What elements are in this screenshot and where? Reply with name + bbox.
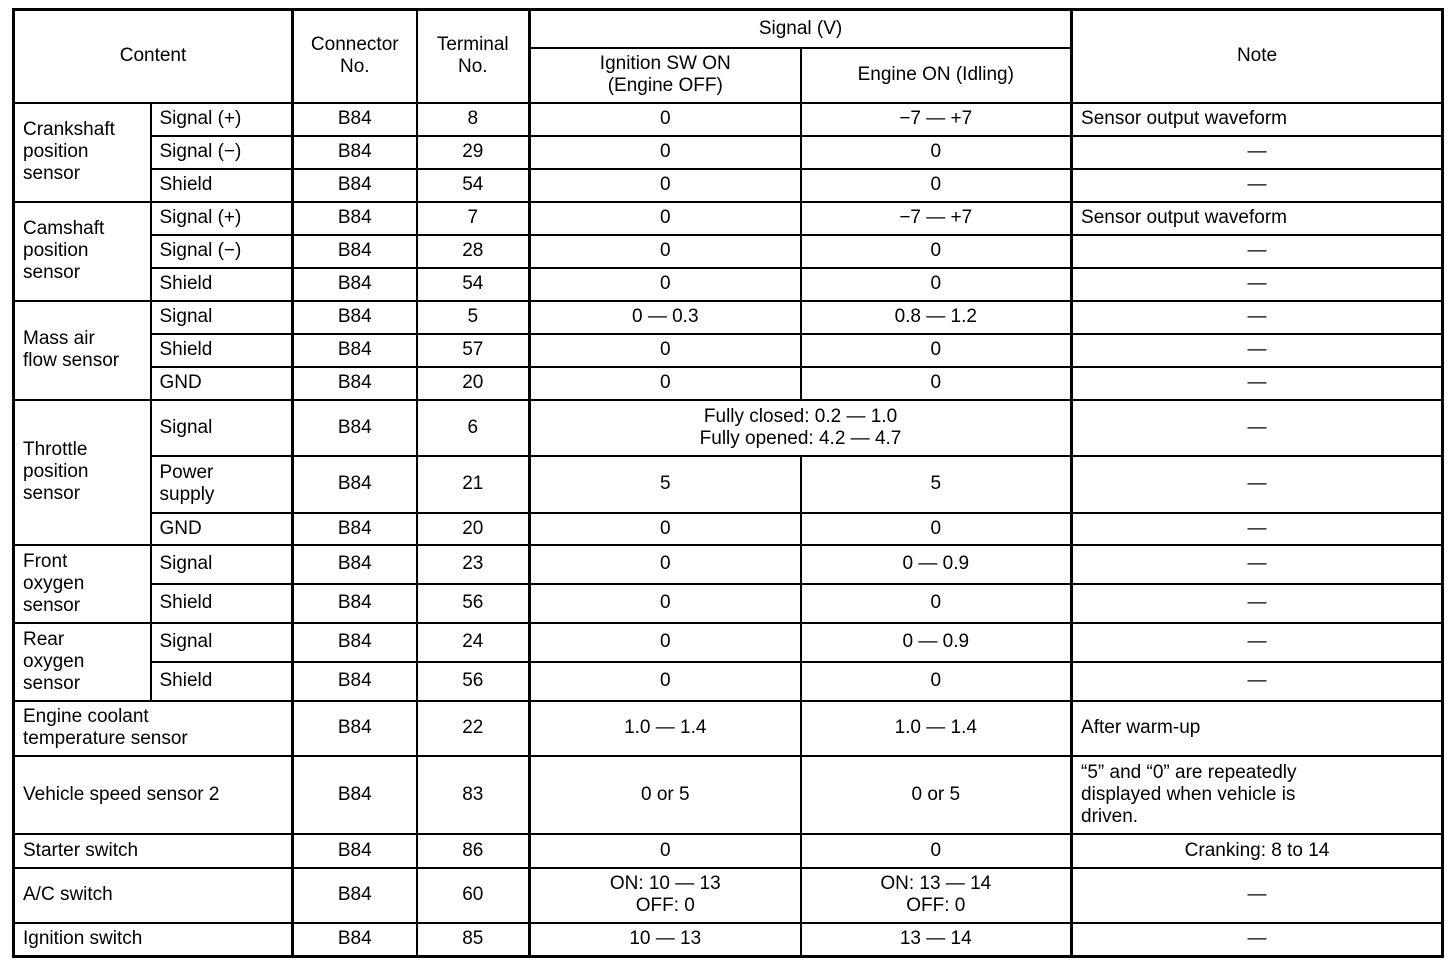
signal-item: Shield bbox=[151, 169, 293, 202]
note-cell: — bbox=[1072, 136, 1443, 169]
terminal-cell: 57 bbox=[417, 334, 530, 367]
header-content: Content bbox=[14, 10, 293, 103]
connector-cell: B84 bbox=[293, 169, 417, 202]
signal-item: Signal bbox=[151, 400, 293, 456]
terminal-cell: 54 bbox=[417, 268, 530, 301]
note-cell: — bbox=[1072, 400, 1443, 456]
terminal-cell: 28 bbox=[417, 235, 530, 268]
ignition-on-value: 0 bbox=[530, 834, 801, 868]
ignition-on-value: 5 bbox=[530, 456, 801, 513]
signal-item: Shield bbox=[151, 334, 293, 367]
signal-item: Signal bbox=[151, 301, 293, 334]
note-cell: — bbox=[1072, 623, 1443, 662]
connector-cell: B84 bbox=[293, 367, 417, 400]
connector-cell: B84 bbox=[293, 202, 417, 235]
connector-cell: B84 bbox=[293, 103, 417, 136]
note-cell: Sensor output waveform bbox=[1072, 103, 1443, 136]
table-row bbox=[14, 545, 1443, 584]
ignition-on-value: 0 bbox=[530, 136, 801, 169]
engine-on-value: 0 bbox=[801, 513, 1072, 545]
terminal-cell: 24 bbox=[417, 623, 530, 662]
engine-on-value: −7 — +7 bbox=[801, 103, 1072, 136]
sensor-name: A/C switch bbox=[14, 868, 293, 923]
ignition-on-value: ON: 10 — 13 OFF: 0 bbox=[530, 868, 801, 923]
signal-item: Power supply bbox=[151, 456, 293, 513]
note-cell: — bbox=[1072, 513, 1443, 545]
table-row bbox=[14, 169, 1443, 202]
connector-cell: B84 bbox=[293, 513, 417, 545]
connector-cell: B84 bbox=[293, 235, 417, 268]
table-row bbox=[14, 136, 1443, 169]
terminal-cell: 56 bbox=[417, 662, 530, 701]
table-row bbox=[14, 202, 1443, 235]
ignition-on-value: 1.0 — 1.4 bbox=[530, 701, 801, 756]
sensor-group-name: Rear oxygen sensor bbox=[14, 623, 151, 701]
connector-cell: B84 bbox=[293, 584, 417, 623]
engine-on-value: 13 — 14 bbox=[801, 923, 1072, 957]
note-cell: Cranking: 8 to 14 bbox=[1072, 834, 1443, 868]
table-header bbox=[14, 10, 1443, 103]
terminal-cell: 7 bbox=[417, 202, 530, 235]
connector-cell: B84 bbox=[293, 923, 417, 957]
engine-on-value: ON: 13 — 14 OFF: 0 bbox=[801, 868, 1072, 923]
signal-item: Signal bbox=[151, 623, 293, 662]
table-row bbox=[14, 513, 1443, 545]
table-row bbox=[14, 456, 1443, 513]
signal-item: GND bbox=[151, 367, 293, 400]
table-row bbox=[14, 662, 1443, 701]
sensor-group-name: Mass air flow sensor bbox=[14, 301, 151, 400]
sensor-name: Ignition switch bbox=[14, 923, 293, 957]
table-row bbox=[14, 923, 1443, 957]
note-cell: — bbox=[1072, 545, 1443, 584]
terminal-cell: 20 bbox=[417, 367, 530, 400]
engine-on-value: 0 bbox=[801, 334, 1072, 367]
sensor-name: Engine coolant temperature sensor bbox=[14, 701, 293, 756]
ignition-on-value: 0 or 5 bbox=[530, 756, 801, 834]
signal-item: Signal bbox=[151, 545, 293, 584]
signal-merged-cell: Fully closed: 0.2 — 1.0 Fully opened: 4.2 — 4.7 bbox=[530, 400, 1072, 456]
note-cell: — bbox=[1072, 923, 1443, 957]
connector-cell: B84 bbox=[293, 623, 417, 662]
ignition-on-value: 0 bbox=[530, 367, 801, 400]
table-row bbox=[14, 868, 1443, 923]
signal-item: Shield bbox=[151, 662, 293, 701]
connector-cell: B84 bbox=[293, 456, 417, 513]
ignition-on-value: 10 — 13 bbox=[530, 923, 801, 957]
ignition-on-value: 0 bbox=[530, 235, 801, 268]
signal-table-page bbox=[12, 8, 1444, 958]
signal-item: Signal (−) bbox=[151, 136, 293, 169]
ignition-on-value: 0 bbox=[530, 662, 801, 701]
ignition-on-value: 0 bbox=[530, 169, 801, 202]
note-cell: — bbox=[1072, 367, 1443, 400]
table-row bbox=[14, 235, 1443, 268]
terminal-cell: 22 bbox=[417, 701, 530, 756]
connector-cell: B84 bbox=[293, 268, 417, 301]
connector-cell: B84 bbox=[293, 756, 417, 834]
engine-on-value: 0 bbox=[801, 235, 1072, 268]
connector-cell: B84 bbox=[293, 868, 417, 923]
signal-table bbox=[12, 8, 1444, 958]
note-cell: — bbox=[1072, 868, 1443, 923]
engine-on-value: 0 or 5 bbox=[801, 756, 1072, 834]
engine-on-value: 0 bbox=[801, 367, 1072, 400]
engine-on-value: 0 bbox=[801, 169, 1072, 202]
signal-item: Signal (−) bbox=[151, 235, 293, 268]
connector-cell: B84 bbox=[293, 334, 417, 367]
ignition-on-value: 0 bbox=[530, 623, 801, 662]
ignition-on-value: 0 bbox=[530, 268, 801, 301]
terminal-cell: 8 bbox=[417, 103, 530, 136]
terminal-cell: 21 bbox=[417, 456, 530, 513]
note-cell: — bbox=[1072, 235, 1443, 268]
terminal-cell: 29 bbox=[417, 136, 530, 169]
header-connector: Connector No. bbox=[293, 10, 417, 103]
ignition-on-value: 0 — 0.3 bbox=[530, 301, 801, 334]
note-cell: After warm-up bbox=[1072, 701, 1443, 756]
signal-item: Shield bbox=[151, 584, 293, 623]
terminal-cell: 86 bbox=[417, 834, 530, 868]
connector-cell: B84 bbox=[293, 662, 417, 701]
sensor-group-name: Crankshaft position sensor bbox=[14, 103, 151, 202]
ignition-on-value: 0 bbox=[530, 202, 801, 235]
engine-on-value: 0 bbox=[801, 834, 1072, 868]
header-note: Note bbox=[1072, 10, 1443, 103]
terminal-cell: 20 bbox=[417, 513, 530, 545]
ignition-on-value: 0 bbox=[530, 513, 801, 545]
note-cell: — bbox=[1072, 584, 1443, 623]
engine-on-value: 0 bbox=[801, 584, 1072, 623]
engine-on-value: 0 — 0.9 bbox=[801, 545, 1072, 584]
note-cell: — bbox=[1072, 268, 1443, 301]
note-cell: — bbox=[1072, 334, 1443, 367]
ignition-on-value: 0 bbox=[530, 334, 801, 367]
signal-item: Signal (+) bbox=[151, 103, 293, 136]
header-ignition-on: Ignition SW ON (Engine OFF) bbox=[530, 48, 801, 103]
connector-cell: B84 bbox=[293, 701, 417, 756]
table-row bbox=[14, 268, 1443, 301]
table-body bbox=[14, 103, 1443, 957]
sensor-group-name: Throttle position sensor bbox=[14, 400, 151, 545]
sensor-group-name: Camshaft position sensor bbox=[14, 202, 151, 301]
table-row bbox=[14, 103, 1443, 136]
header-engine-on: Engine ON (Idling) bbox=[801, 48, 1072, 103]
ignition-on-value: 0 bbox=[530, 103, 801, 136]
table-row bbox=[14, 756, 1443, 834]
engine-on-value: 0 bbox=[801, 136, 1072, 169]
table-row bbox=[14, 834, 1443, 868]
engine-on-value: 0 bbox=[801, 662, 1072, 701]
note-cell: — bbox=[1072, 169, 1443, 202]
signal-item: Shield bbox=[151, 268, 293, 301]
terminal-cell: 85 bbox=[417, 923, 530, 957]
terminal-cell: 83 bbox=[417, 756, 530, 834]
sensor-name: Starter switch bbox=[14, 834, 293, 868]
terminal-cell: 6 bbox=[417, 400, 530, 456]
terminal-cell: 60 bbox=[417, 868, 530, 923]
engine-on-value: 1.0 — 1.4 bbox=[801, 701, 1072, 756]
terminal-cell: 54 bbox=[417, 169, 530, 202]
table-row bbox=[14, 701, 1443, 756]
connector-cell: B84 bbox=[293, 136, 417, 169]
signal-item: GND bbox=[151, 513, 293, 545]
header-signal: Signal (V) bbox=[530, 10, 1072, 48]
table-row bbox=[14, 584, 1443, 623]
ignition-on-value: 0 bbox=[530, 584, 801, 623]
connector-cell: B84 bbox=[293, 301, 417, 334]
engine-on-value: 0 bbox=[801, 268, 1072, 301]
engine-on-value: 0.8 — 1.2 bbox=[801, 301, 1072, 334]
connector-cell: B84 bbox=[293, 400, 417, 456]
table-row bbox=[14, 301, 1443, 334]
header-terminal: Terminal No. bbox=[417, 10, 530, 103]
sensor-name: Vehicle speed sensor 2 bbox=[14, 756, 293, 834]
note-cell: Sensor output waveform bbox=[1072, 202, 1443, 235]
note-cell: — bbox=[1072, 456, 1443, 513]
sensor-group-name: Front oxygen sensor bbox=[14, 545, 151, 623]
note-cell: — bbox=[1072, 301, 1443, 334]
signal-item: Signal (+) bbox=[151, 202, 293, 235]
terminal-cell: 23 bbox=[417, 545, 530, 584]
ignition-on-value: 0 bbox=[530, 545, 801, 584]
engine-on-value: 0 — 0.9 bbox=[801, 623, 1072, 662]
connector-cell: B84 bbox=[293, 834, 417, 868]
terminal-cell: 5 bbox=[417, 301, 530, 334]
note-cell: — bbox=[1072, 662, 1443, 701]
engine-on-value: −7 — +7 bbox=[801, 202, 1072, 235]
table-row bbox=[14, 367, 1443, 400]
table-row bbox=[14, 334, 1443, 367]
table-row bbox=[14, 400, 1443, 456]
terminal-cell: 56 bbox=[417, 584, 530, 623]
table-row bbox=[14, 623, 1443, 662]
note-cell: “5” and “0” are repeatedly displayed when vehicle is driven. bbox=[1072, 756, 1443, 834]
engine-on-value: 5 bbox=[801, 456, 1072, 513]
connector-cell: B84 bbox=[293, 545, 417, 584]
